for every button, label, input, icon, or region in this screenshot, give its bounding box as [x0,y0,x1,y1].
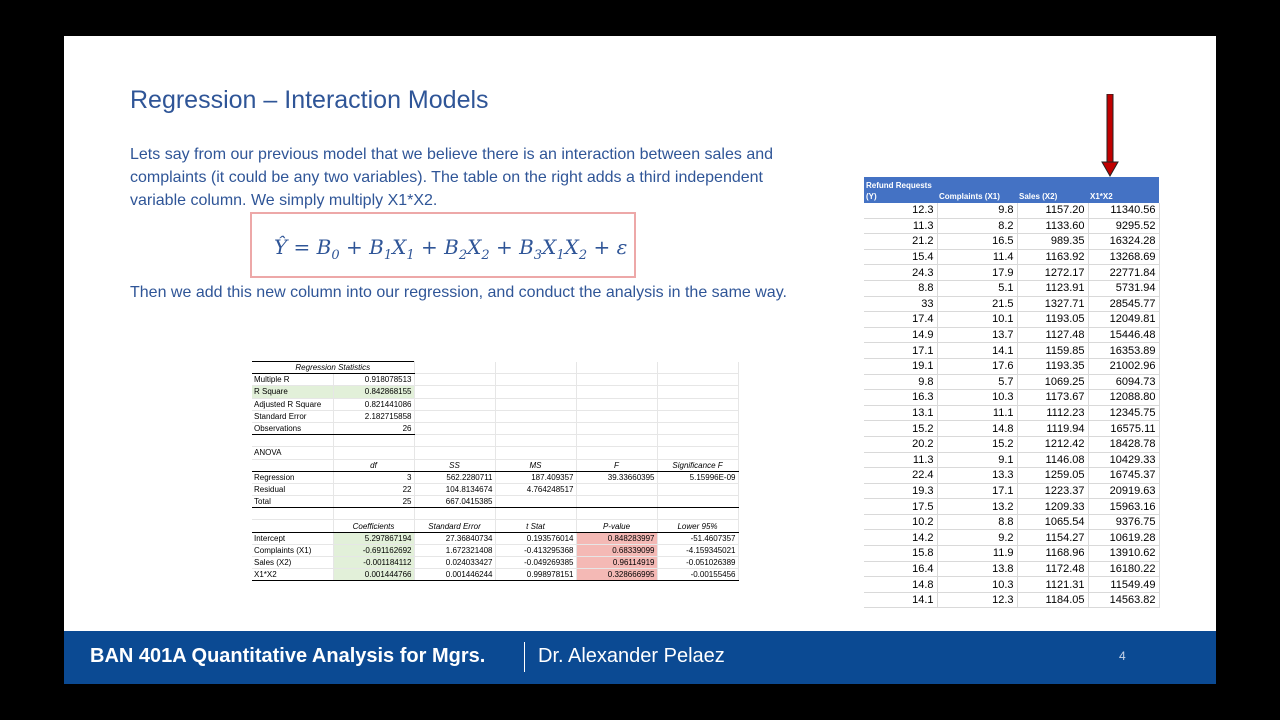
regression-output [252,361,739,581]
data-row [864,203,1159,218]
data-row [864,436,1159,452]
anova-row [252,483,738,495]
data-cell: 13268.69 [1088,249,1159,265]
data-row [864,234,1159,250]
coef-header: P-value [576,520,657,532]
coef-header-row [252,520,738,532]
data-cell: 22771.84 [1088,265,1159,281]
data-cell: 28545.77 [1088,296,1159,312]
data-cell: 10.3 [937,577,1017,593]
data-row [864,249,1159,265]
data-cell: 1212.42 [1017,436,1088,452]
coef-cell: -0.691162692 [333,544,414,556]
data-row [864,374,1159,390]
data-cell: 11549.49 [1088,577,1159,593]
instructor-name: Dr. Alexander Pelaez [538,645,725,667]
coef-row [252,557,738,569]
anova-header: SS [414,459,495,471]
stats-row [252,374,738,386]
data-table-body [864,203,1159,608]
data-cell: 1133.60 [1017,218,1088,234]
data-cell: 12088.80 [1088,390,1159,406]
data-cell: 1123.91 [1017,280,1088,296]
coef-cell: -0.001184112 [333,557,414,569]
data-cell: 9.8 [937,203,1017,218]
anova-cell [657,496,738,508]
anova-cell: 667.0415385 [414,496,495,508]
anova-cell: 3 [333,471,414,483]
anova-cell: 187.409357 [495,471,576,483]
coef-cell: -0.413295368 [495,544,576,556]
data-cell: 19.3 [864,483,937,499]
data-row [864,405,1159,421]
stat-label: Adjusted R Square [252,398,333,410]
data-cell: 10.1 [937,312,1017,328]
data-cell: 13.2 [937,499,1017,515]
data-cell: 21.5 [937,296,1017,312]
data-cell: 5.1 [937,280,1017,296]
data-row [864,468,1159,484]
coef-cell: 0.193576014 [495,532,576,544]
data-row [864,577,1159,593]
data-cell: 6094.73 [1088,374,1159,390]
data-cell: 14.9 [864,327,937,343]
data-cell: 1163.92 [1017,249,1088,265]
data-cell: 1121.31 [1017,577,1088,593]
coef-cell: 0.998978151 [495,569,576,581]
data-row [864,592,1159,608]
data-cell: 14.1 [864,592,937,608]
data-cell: 1172.48 [1017,561,1088,577]
coef-cell: 0.96114919 [576,557,657,569]
anova-label: ANOVA [252,447,333,459]
data-cell: 16353.89 [1088,343,1159,359]
anova-cell [576,496,657,508]
data-row [864,218,1159,234]
data-header: X1*X2 [1088,177,1159,203]
coef-cell: 0.848283997 [576,532,657,544]
stat-value: 26 [333,422,414,434]
data-cell: 16324.28 [1088,234,1159,250]
coef-cell: -0.049269385 [495,557,576,569]
anova-row-label: Regression [252,471,333,483]
data-cell: 21.2 [864,234,937,250]
anova-label-row [252,447,738,459]
footer-bar [64,631,1216,684]
anova-cell: 5.15996E-09 [657,471,738,483]
data-cell: 16.3 [864,390,937,406]
data-cell: 15446.48 [1088,327,1159,343]
data-cell: 14563.82 [1088,592,1159,608]
data-cell: 8.8 [864,280,937,296]
coef-cell: 0.328666995 [576,569,657,581]
coef-cell: -51.4607357 [657,532,738,544]
data-cell: 15963.16 [1088,499,1159,515]
data-cell: 15.4 [864,249,937,265]
stat-value: 0.918078513 [333,374,414,386]
data-row [864,421,1159,437]
stats-row [252,398,738,410]
data-cell: 14.1 [937,343,1017,359]
equation-box [250,212,636,278]
intro-paragraph: Lets say from our previous model that we believe there is an interaction between sales and complaints (it could be any two variables). The table on the right adds a third independent variable column. We simply multiply X1*X2. [130,146,774,209]
data-cell: 1065.54 [1017,514,1088,530]
coef-row-label: Intercept [252,532,333,544]
data-cell: 1112.23 [1017,405,1088,421]
data-cell: 1159.85 [1017,343,1088,359]
data-cell: 1327.71 [1017,296,1088,312]
followup-paragraph: Then we add this new column into our regression, and conduct the analysis in the same way. [130,284,787,301]
coef-row [252,532,738,544]
stats-row [252,386,738,398]
data-cell: 13.1 [864,405,937,421]
stats-row [252,422,738,434]
data-cell: 11.3 [864,218,937,234]
footer-divider [524,642,525,672]
data-row [864,452,1159,468]
data-cell: 16.5 [937,234,1017,250]
data-cell: 21002.96 [1088,358,1159,374]
anova-header-row [252,459,738,471]
data-cell: 14.8 [864,577,937,593]
anova-cell: 104.8134674 [414,483,495,495]
data-row [864,265,1159,281]
data-cell: 17.9 [937,265,1017,281]
anova-row-label: Total [252,496,333,508]
data-cell: 1193.35 [1017,358,1088,374]
equation [252,214,634,276]
data-cell: 16745.37 [1088,468,1159,484]
data-cell: 1209.33 [1017,499,1088,515]
coef-row-label: Sales (X2) [252,557,333,569]
data-cell: 10619.28 [1088,530,1159,546]
data-cell: 1223.37 [1017,483,1088,499]
coef-row [252,544,738,556]
data-cell: 12.3 [937,592,1017,608]
data-cell: 16575.11 [1088,421,1159,437]
data-cell: 989.35 [1017,234,1088,250]
data-row [864,530,1159,546]
stat-label: Observations [252,422,333,434]
data-cell: 11.9 [937,546,1017,562]
coef-cell: -4.159345021 [657,544,738,556]
data-cell: 1119.94 [1017,421,1088,437]
stat-label: Multiple R [252,374,333,386]
data-row [864,499,1159,515]
data-cell: 20.2 [864,436,937,452]
data-row [864,312,1159,328]
data-cell: 20919.63 [1088,483,1159,499]
page-number: 4 [1119,649,1126,663]
data-cell: 17.1 [937,483,1017,499]
data-cell: 1193.05 [1017,312,1088,328]
coef-row [252,569,738,581]
data-row [864,327,1159,343]
coef-row-label: X1*X2 [252,569,333,581]
data-cell: 22.4 [864,468,937,484]
data-cell: 9.8 [864,374,937,390]
data-row [864,483,1159,499]
data-cell: 1184.05 [1017,592,1088,608]
data-cell: 24.3 [864,265,937,281]
anova-header: df [333,459,414,471]
anova-cell [495,496,576,508]
data-cell: 19.1 [864,358,937,374]
data-cell: 1069.25 [1017,374,1088,390]
data-cell: 9295.52 [1088,218,1159,234]
data-cell: 11.3 [864,452,937,468]
anova-cell: 39.33660395 [576,471,657,483]
coef-cell: -0.00155456 [657,569,738,581]
data-header: Refund Requests (Y) [864,177,937,203]
anova-header: F [576,459,657,471]
course-title: BAN 401A Quantitative Analysis for Mgrs. [90,645,486,667]
data-cell: 10.3 [937,390,1017,406]
data-row [864,561,1159,577]
coef-cell: 0.68339099 [576,544,657,556]
data-cell: 10.2 [864,514,937,530]
data-cell: 1168.96 [1017,546,1088,562]
data-row [864,514,1159,530]
data-cell: 15.2 [937,436,1017,452]
data-cell: 14.8 [937,421,1017,437]
stat-label: R Square [252,386,333,398]
data-cell: 11.1 [937,405,1017,421]
data-cell: 16.4 [864,561,937,577]
data-cell: 5.7 [937,374,1017,390]
data-table [864,177,1160,608]
data-cell: 9.2 [937,530,1017,546]
data-cell: 12049.81 [1088,312,1159,328]
coef-cell: 27.36840734 [414,532,495,544]
data-cell: 1157.20 [1017,203,1088,218]
coef-header: Coefficients [333,520,414,532]
data-header-row [864,177,1159,203]
data-cell: 33 [864,296,937,312]
data-cell: 13.3 [937,468,1017,484]
data-cell: 17.4 [864,312,937,328]
stats-title: Regression Statistics [252,362,414,374]
anova-cell [576,483,657,495]
coef-cell: -0.051026389 [657,557,738,569]
data-cell: 15.8 [864,546,937,562]
data-cell: 13910.62 [1088,546,1159,562]
data-cell: 1146.08 [1017,452,1088,468]
coef-cell: 0.001446244 [414,569,495,581]
data-cell: 1173.67 [1017,390,1088,406]
data-cell: 8.2 [937,218,1017,234]
coef-cell: 0.024033427 [414,557,495,569]
data-cell: 17.1 [864,343,937,359]
data-row [864,390,1159,406]
stat-value: 2.182715858 [333,410,414,422]
slide-title: Regression – Interaction Models [130,86,489,114]
anova-cell: 25 [333,496,414,508]
data-cell: 9376.75 [1088,514,1159,530]
data-row [864,358,1159,374]
data-cell: 13.8 [937,561,1017,577]
coef-cell: 5.297867194 [333,532,414,544]
data-cell: 17.5 [864,499,937,515]
data-header: Sales (X2) [1017,177,1088,203]
anova-row [252,471,738,483]
data-row [864,546,1159,562]
data-cell: 11.4 [937,249,1017,265]
anova-cell [657,483,738,495]
coef-header: t Stat [495,520,576,532]
data-row [864,280,1159,296]
data-cell: 14.2 [864,530,937,546]
stat-value: 0.821441086 [333,398,414,410]
stats-title-row [252,362,738,374]
slide [64,36,1216,684]
anova-cell: 4.764248517 [495,483,576,495]
data-cell: 1127.48 [1017,327,1088,343]
data-cell: 9.1 [937,452,1017,468]
data-cell: 1259.05 [1017,468,1088,484]
anova-row [252,496,738,508]
coef-header: Lower 95% [657,520,738,532]
coef-cell: 0.001444766 [333,569,414,581]
coef-header: Standard Error [414,520,495,532]
stats-row [252,410,738,422]
data-cell: 1272.17 [1017,265,1088,281]
data-cell: 10429.33 [1088,452,1159,468]
down-arrow-icon [1100,94,1120,178]
data-cell: 17.6 [937,358,1017,374]
data-cell: 12.3 [864,203,937,218]
data-row [864,343,1159,359]
data-header: Complaints (X1) [937,177,1017,203]
data-cell: 15.2 [864,421,937,437]
stat-label: Standard Error [252,410,333,422]
coef-cell: 1.672321408 [414,544,495,556]
data-cell: 16180.22 [1088,561,1159,577]
data-cell: 8.8 [937,514,1017,530]
anova-row-label: Residual [252,483,333,495]
anova-cell: 22 [333,483,414,495]
data-cell: 13.7 [937,327,1017,343]
data-cell: 18428.78 [1088,436,1159,452]
data-row [864,296,1159,312]
anova-cell: 562.2280711 [414,471,495,483]
anova-header: MS [495,459,576,471]
stat-value: 0.842868155 [333,386,414,398]
data-cell: 11340.56 [1088,203,1159,218]
data-cell: 12345.75 [1088,405,1159,421]
svg-text:Ŷ = B0 + B1X1 + B2X2 + B3X1X2: Ŷ = $B_0 + B_1X_1 + B_2X_2 + B_3X_1X_2 + \varepsilon$ [274,235,628,263]
data-cell: 1154.27 [1017,530,1088,546]
coef-row-label: Complaints (X1) [252,544,333,556]
anova-header: Significance F [657,459,738,471]
data-cell: 5731.94 [1088,280,1159,296]
